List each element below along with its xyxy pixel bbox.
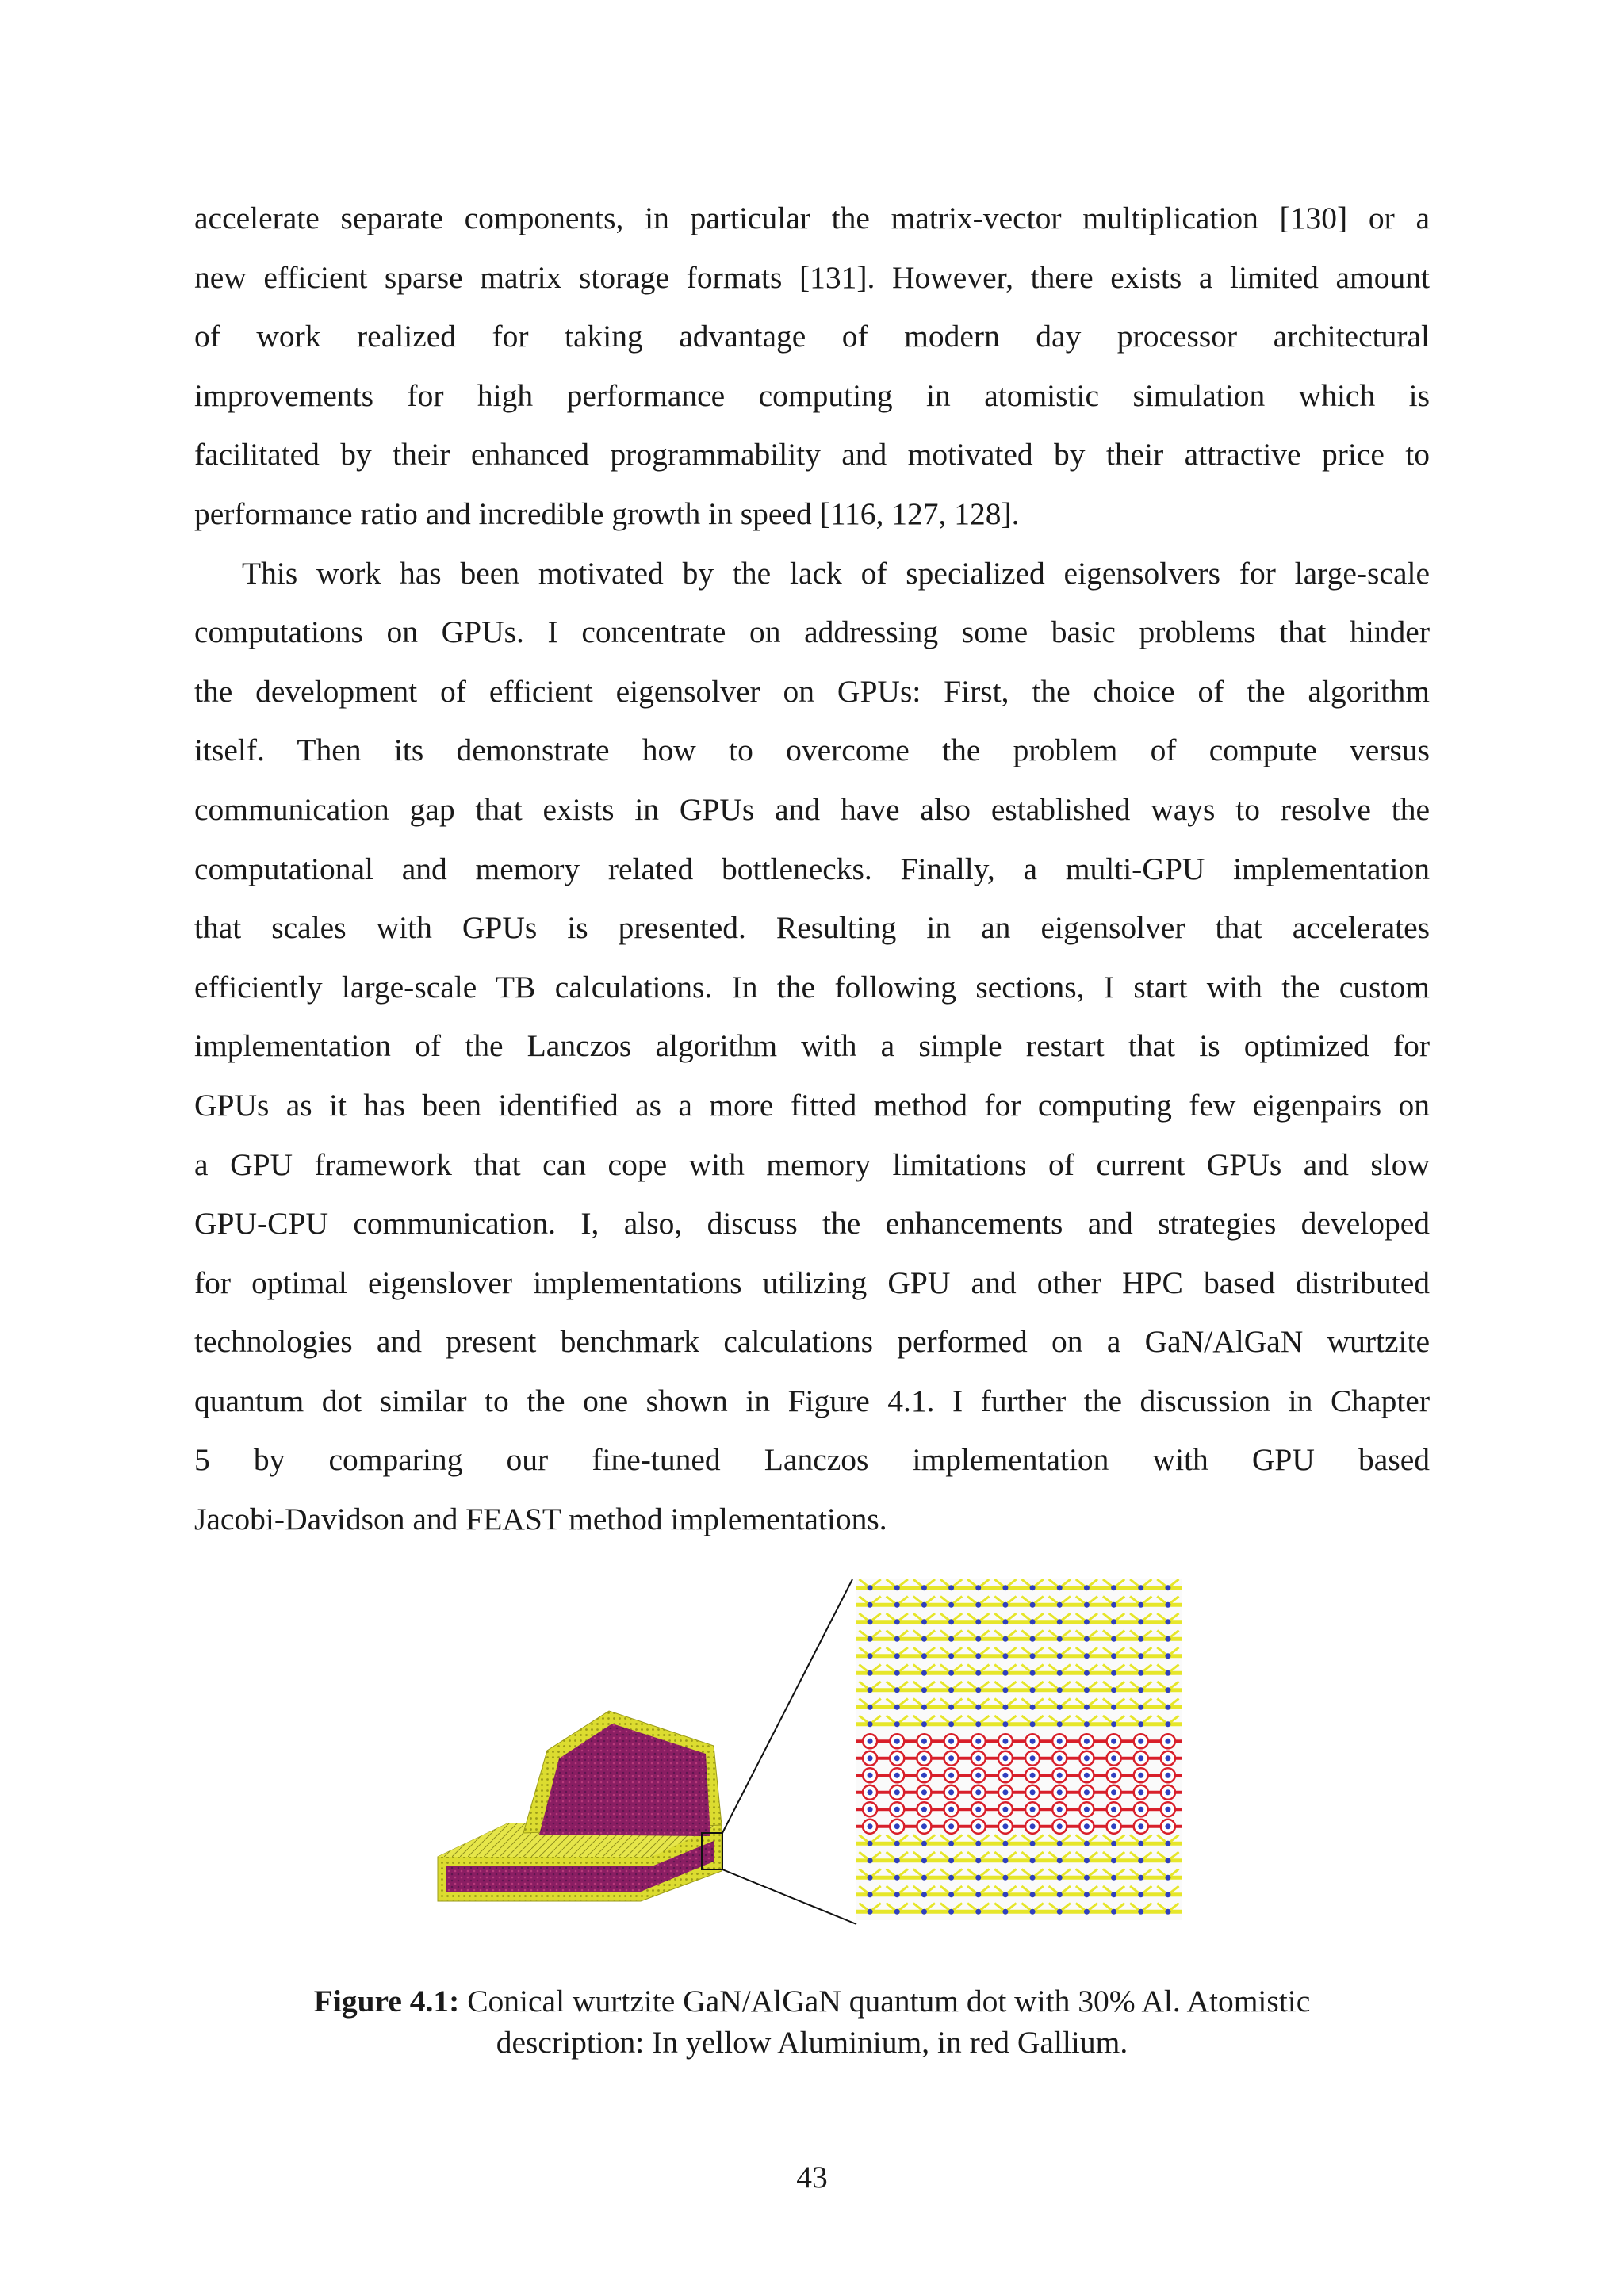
nitrogen-atom — [1057, 1653, 1063, 1659]
nitrogen-atom — [975, 1721, 981, 1727]
nitrogen-atom — [1138, 1653, 1143, 1659]
nitrogen-atom — [868, 1773, 873, 1778]
nitrogen-atom — [1111, 1892, 1116, 1897]
nitrogen-atom — [1084, 1705, 1090, 1710]
nitrogen-atom — [921, 1858, 927, 1863]
nitrogen-atom — [1057, 1841, 1063, 1846]
nitrogen-atom — [1002, 1670, 1008, 1676]
nitrogen-atom — [921, 1602, 927, 1608]
nitrogen-atom — [948, 1789, 954, 1795]
nitrogen-atom — [1057, 1636, 1063, 1642]
nitrogen-atom — [1002, 1585, 1008, 1590]
nitrogen-atom — [868, 1670, 873, 1676]
nitrogen-atom — [1057, 1858, 1063, 1863]
nitrogen-atom — [894, 1841, 900, 1846]
nitrogen-atom — [1057, 1721, 1063, 1727]
nitrogen-atom — [1030, 1789, 1036, 1795]
nitrogen-atom — [1111, 1636, 1116, 1642]
nitrogen-atom — [1057, 1789, 1063, 1795]
text-line: for optimal eigenslover implementations utilizing GPU and other HPC based distributed — [194, 1265, 1430, 1300]
nitrogen-atom — [1084, 1841, 1090, 1846]
nitrogen-atom — [1030, 1841, 1036, 1846]
nitrogen-atom — [1030, 1739, 1036, 1744]
nitrogen-atom — [1138, 1823, 1143, 1829]
nitrogen-atom — [921, 1755, 927, 1761]
nitrogen-atom — [1138, 1705, 1143, 1710]
nitrogen-atom — [1084, 1721, 1090, 1727]
nitrogen-atom — [1138, 1773, 1143, 1778]
text-line: This work has been motivated by the lack of specialized eigensolvers for large-scale — [242, 555, 1430, 591]
nitrogen-atom — [948, 1636, 954, 1642]
nitrogen-atom — [1084, 1875, 1090, 1881]
nitrogen-atom — [868, 1892, 873, 1897]
nitrogen-atom — [1111, 1875, 1116, 1881]
figure-caption — [190, 1980, 1434, 2063]
nitrogen-atom — [894, 1670, 900, 1676]
caption-text-line1: Conical wurtzite GaN/AlGaN quantum dot with 30% Al. Atomistic — [467, 1984, 1311, 2019]
nitrogen-atom — [921, 1892, 927, 1897]
nitrogen-atom — [1002, 1909, 1008, 1915]
nitrogen-atom — [1030, 1721, 1036, 1727]
nitrogen-atom — [1084, 1789, 1090, 1795]
nitrogen-atom — [1084, 1858, 1090, 1863]
nitrogen-atom — [1111, 1739, 1116, 1744]
nitrogen-atom — [1030, 1892, 1036, 1897]
text-line: computational and memory related bottlenecks. Finally, a multi-GPU implementation — [194, 851, 1430, 886]
nitrogen-atom — [948, 1602, 954, 1608]
atomistic-lattice-inset — [856, 1579, 1182, 1920]
nitrogen-atom — [868, 1636, 873, 1642]
nitrogen-atom — [948, 1670, 954, 1676]
nitrogen-atom — [948, 1687, 954, 1693]
nitrogen-atom — [1138, 1619, 1143, 1624]
nitrogen-atom — [921, 1841, 927, 1846]
nitrogen-atom — [894, 1602, 900, 1608]
text-line: GPU-CPU communication. I, also, discuss the enhancements and strategies developed — [194, 1206, 1430, 1242]
nitrogen-atom — [1057, 1602, 1063, 1608]
page-number: 43 — [796, 2160, 828, 2195]
nitrogen-atom — [1138, 1585, 1143, 1590]
nitrogen-atom — [1111, 1705, 1116, 1710]
nitrogen-atom — [894, 1789, 900, 1795]
nitrogen-atom — [1138, 1636, 1143, 1642]
text-line: the development of efficient eigensolver on GPUs: First, the choice of the algorithm — [194, 673, 1430, 709]
text-line: facilitated by their enhanced programmability and motivated by their attractive price to — [194, 437, 1430, 473]
nitrogen-atom — [868, 1739, 873, 1744]
nitrogen-atom — [1138, 1858, 1143, 1863]
nitrogen-atom — [894, 1823, 900, 1829]
nitrogen-atom — [868, 1841, 873, 1846]
nitrogen-atom — [1084, 1755, 1090, 1761]
figure-label: Figure 4.1: — [313, 1984, 460, 2019]
nitrogen-atom — [894, 1909, 900, 1915]
nitrogen-atom — [1002, 1636, 1008, 1642]
nitrogen-atom — [1030, 1755, 1036, 1761]
nitrogen-atom — [921, 1823, 927, 1829]
nitrogen-atom — [1165, 1585, 1170, 1590]
nitrogen-atom — [1111, 1585, 1116, 1590]
nitrogen-atom — [948, 1892, 954, 1897]
caption-text-line2: description: In yellow Aluminium, in red Gallium. — [496, 2025, 1128, 2060]
nitrogen-atom — [948, 1653, 954, 1659]
nitrogen-atom — [1138, 1892, 1143, 1897]
nitrogen-atom — [1138, 1755, 1143, 1761]
nitrogen-atom — [894, 1858, 900, 1863]
nitrogen-atom — [868, 1807, 873, 1812]
text-line: a GPU framework that can cope with memory limitations of current GPUs and slow — [194, 1146, 1430, 1182]
nitrogen-atom — [921, 1909, 927, 1915]
nitrogen-atom — [1030, 1670, 1036, 1676]
paragraph — [194, 189, 1430, 544]
nitrogen-atom — [868, 1705, 873, 1710]
nitrogen-atom — [975, 1705, 981, 1710]
nitrogen-atom — [1057, 1739, 1063, 1744]
nitrogen-atom — [1030, 1875, 1036, 1881]
nitrogen-atom — [1002, 1602, 1008, 1608]
nitrogen-atom — [975, 1789, 981, 1795]
nitrogen-atom — [1002, 1653, 1008, 1659]
nitrogen-atom — [894, 1653, 900, 1659]
nitrogen-atom — [1030, 1807, 1036, 1812]
nitrogen-atom — [868, 1755, 873, 1761]
nitrogen-atom — [894, 1687, 900, 1693]
nitrogen-atom — [1002, 1619, 1008, 1624]
text-line: of work realized for taking advantage of modern day processor architectural — [194, 319, 1430, 354]
nitrogen-atom — [1138, 1909, 1143, 1915]
nitrogen-atom — [894, 1721, 900, 1727]
text-line: new efficient sparse matrix storage formats [131]. However, there exists a limited amount — [194, 259, 1430, 295]
nitrogen-atom — [1111, 1670, 1116, 1676]
nitrogen-atom — [1111, 1909, 1116, 1915]
nitrogen-atom — [921, 1670, 927, 1676]
nitrogen-atom — [1165, 1773, 1170, 1778]
nitrogen-atom — [1165, 1670, 1170, 1676]
nitrogen-atom — [1057, 1705, 1063, 1710]
nitrogen-atom — [1030, 1653, 1036, 1659]
nitrogen-atom — [1057, 1909, 1063, 1915]
nitrogen-atom — [1138, 1602, 1143, 1608]
nitrogen-atom — [921, 1636, 927, 1642]
nitrogen-atom — [975, 1670, 981, 1676]
nitrogen-atom — [921, 1773, 927, 1778]
nitrogen-atom — [1084, 1739, 1090, 1744]
nitrogen-atom — [894, 1739, 900, 1744]
nitrogen-atom — [948, 1721, 954, 1727]
text-line: that scales with GPUs is presented. Resulting in an eigensolver that accelerates — [194, 910, 1430, 946]
nitrogen-atom — [1084, 1773, 1090, 1778]
nitrogen-atom — [1138, 1789, 1143, 1795]
nitrogen-atom — [1057, 1619, 1063, 1624]
nitrogen-atom — [868, 1585, 873, 1590]
nitrogen-atom — [894, 1585, 900, 1590]
nitrogen-atom — [975, 1841, 981, 1846]
nitrogen-atom — [1165, 1619, 1170, 1624]
text-line: Jacobi-Davidson and FEAST method implementations. — [194, 1502, 887, 1537]
nitrogen-atom — [1002, 1773, 1008, 1778]
nitrogen-atom — [1165, 1721, 1170, 1727]
nitrogen-atom — [1057, 1585, 1063, 1590]
nitrogen-atom — [921, 1687, 927, 1693]
nitrogen-atom — [1111, 1619, 1116, 1624]
nitrogen-atom — [975, 1909, 981, 1915]
text-line: efficiently large-scale TB calculations. In the following sections, I start with the custom — [194, 969, 1430, 1004]
nitrogen-atom — [1002, 1875, 1008, 1881]
nitrogen-atom — [948, 1823, 954, 1829]
nitrogen-atom — [1111, 1823, 1116, 1829]
nitrogen-atom — [1111, 1653, 1116, 1659]
text-line: 5 by comparing our fine-tuned Lanczos implementation with GPU based — [194, 1442, 1430, 1478]
nitrogen-atom — [1138, 1687, 1143, 1693]
nitrogen-atom — [1057, 1807, 1063, 1812]
nitrogen-atom — [1030, 1687, 1036, 1693]
nitrogen-atom — [868, 1823, 873, 1829]
nitrogen-atom — [1165, 1705, 1170, 1710]
nitrogen-atom — [894, 1755, 900, 1761]
nitrogen-atom — [1165, 1858, 1170, 1863]
nitrogen-atom — [868, 1909, 873, 1915]
nitrogen-atom — [921, 1705, 927, 1710]
nitrogen-atom — [1030, 1602, 1036, 1608]
nitrogen-atom — [1165, 1739, 1170, 1744]
nitrogen-atom — [1057, 1823, 1063, 1829]
nitrogen-atom — [948, 1585, 954, 1590]
nitrogen-atom — [1084, 1670, 1090, 1676]
nitrogen-atom — [1138, 1807, 1143, 1812]
nitrogen-atom — [948, 1755, 954, 1761]
nitrogen-atom — [1002, 1858, 1008, 1863]
nitrogen-atom — [868, 1858, 873, 1863]
nitrogen-atom — [1002, 1721, 1008, 1727]
nitrogen-atom — [948, 1773, 954, 1778]
nitrogen-atom — [1084, 1585, 1090, 1590]
nitrogen-atom — [894, 1807, 900, 1812]
nitrogen-atom — [1084, 1636, 1090, 1642]
nitrogen-atom — [975, 1773, 981, 1778]
nitrogen-atom — [975, 1687, 981, 1693]
nitrogen-atom — [1111, 1773, 1116, 1778]
nitrogen-atom — [1138, 1670, 1143, 1676]
nitrogen-atom — [1030, 1705, 1036, 1710]
nitrogen-atom — [894, 1892, 900, 1897]
nitrogen-atom — [1002, 1739, 1008, 1744]
nitrogen-atom — [1138, 1721, 1143, 1727]
nitrogen-atom — [1057, 1687, 1063, 1693]
nitrogen-atom — [921, 1875, 927, 1881]
nitrogen-atom — [1084, 1807, 1090, 1812]
nitrogen-atom — [975, 1653, 981, 1659]
nitrogen-atom — [868, 1602, 873, 1608]
nitrogen-atom — [1002, 1687, 1008, 1693]
nitrogen-atom — [1111, 1807, 1116, 1812]
nitrogen-atom — [975, 1739, 981, 1744]
nitrogen-atom — [975, 1807, 981, 1812]
nitrogen-atom — [975, 1585, 981, 1590]
nitrogen-atom — [1030, 1636, 1036, 1642]
nitrogen-atom — [894, 1636, 900, 1642]
nitrogen-atom — [1030, 1858, 1036, 1863]
figure-4-1 — [428, 1571, 1205, 1930]
nitrogen-atom — [894, 1875, 900, 1881]
text-line: quantum dot similar to the one shown in Figure 4.1. I further the discussion in Chapter — [194, 1383, 1430, 1418]
nitrogen-atom — [1111, 1721, 1116, 1727]
nitrogen-atom — [894, 1773, 900, 1778]
nitrogen-atom — [921, 1807, 927, 1812]
nitrogen-atom — [948, 1875, 954, 1881]
nitrogen-atom — [1084, 1602, 1090, 1608]
nitrogen-atom — [1002, 1705, 1008, 1710]
nitrogen-atom — [868, 1721, 873, 1727]
nitrogen-atom — [1165, 1892, 1170, 1897]
quantum-dot-overview — [438, 1579, 856, 1924]
nitrogen-atom — [1111, 1841, 1116, 1846]
nitrogen-atom — [1111, 1858, 1116, 1863]
nitrogen-atom — [1165, 1807, 1170, 1812]
nitrogen-atom — [948, 1619, 954, 1624]
nitrogen-atom — [921, 1619, 927, 1624]
nitrogen-atom — [1084, 1892, 1090, 1897]
text-line: itself. Then its demonstrate how to overcome the problem of compute versus — [194, 733, 1430, 768]
nitrogen-atom — [1030, 1823, 1036, 1829]
nitrogen-atom — [894, 1619, 900, 1624]
text-line: improvements for high performance computing in atomistic simulation which is — [194, 377, 1430, 413]
nitrogen-atom — [1165, 1909, 1170, 1915]
nitrogen-atom — [1111, 1789, 1116, 1795]
paragraph — [194, 544, 1430, 1549]
text-line: GPUs as it has been identified as a more fitted method for computing few eigenpairs on — [194, 1087, 1430, 1123]
nitrogen-atom — [921, 1789, 927, 1795]
nitrogen-atom — [1084, 1619, 1090, 1624]
nitrogen-atom — [948, 1705, 954, 1710]
nitrogen-atom — [975, 1602, 981, 1608]
text-line: technologies and present benchmark calculations performed on a GaN/AlGaN wurtzite — [194, 1324, 1430, 1360]
nitrogen-atom — [948, 1841, 954, 1846]
nitrogen-atom — [921, 1585, 927, 1590]
nitrogen-atom — [868, 1653, 873, 1659]
nitrogen-atom — [1165, 1636, 1170, 1642]
nitrogen-atom — [894, 1705, 900, 1710]
nitrogen-atom — [975, 1875, 981, 1881]
nitrogen-atom — [1111, 1755, 1116, 1761]
nitrogen-atom — [975, 1858, 981, 1863]
nitrogen-atom — [1165, 1823, 1170, 1829]
nitrogen-atom — [868, 1789, 873, 1795]
nitrogen-atom — [1165, 1841, 1170, 1846]
nitrogen-atom — [1111, 1687, 1116, 1693]
nitrogen-atom — [1030, 1619, 1036, 1624]
nitrogen-atom — [948, 1807, 954, 1812]
text-line: implementation of the Lanczos algorithm with a simple restart that is optimized for — [194, 1028, 1430, 1064]
body-text — [194, 189, 1430, 1549]
nitrogen-atom — [1138, 1841, 1143, 1846]
nitrogen-atom — [1084, 1909, 1090, 1915]
nitrogen-atom — [1165, 1602, 1170, 1608]
nitrogen-atom — [1057, 1875, 1063, 1881]
nitrogen-atom — [975, 1619, 981, 1624]
nitrogen-atom — [975, 1755, 981, 1761]
nitrogen-atom — [1165, 1875, 1170, 1881]
nitrogen-atom — [1165, 1789, 1170, 1795]
nitrogen-atom — [1111, 1602, 1116, 1608]
nitrogen-atom — [1002, 1755, 1008, 1761]
nitrogen-atom — [1002, 1892, 1008, 1897]
nitrogen-atom — [1084, 1823, 1090, 1829]
nitrogen-atom — [948, 1909, 954, 1915]
text-line: performance ratio and incredible growth in speed [116, 127, 128]. — [194, 496, 1020, 531]
nitrogen-atom — [868, 1619, 873, 1624]
nitrogen-atom — [921, 1721, 927, 1727]
nitrogen-atom — [1057, 1670, 1063, 1676]
nitrogen-atom — [921, 1653, 927, 1659]
nitrogen-atom — [1165, 1755, 1170, 1761]
text-line: accelerate separate components, in particular the matrix-vector multiplication [130] or a — [194, 201, 1430, 235]
nitrogen-atom — [1002, 1823, 1008, 1829]
nitrogen-atom — [948, 1858, 954, 1863]
lattice-background — [856, 1579, 1182, 1920]
nitrogen-atom — [975, 1892, 981, 1897]
nitrogen-atom — [1030, 1773, 1036, 1778]
nitrogen-atom — [1165, 1653, 1170, 1659]
nitrogen-atom — [1084, 1653, 1090, 1659]
nitrogen-atom — [868, 1875, 873, 1881]
nitrogen-atom — [1165, 1687, 1170, 1693]
nitrogen-atom — [1084, 1687, 1090, 1693]
nitrogen-atom — [1057, 1773, 1063, 1778]
nitrogen-atom — [1057, 1892, 1063, 1897]
nitrogen-atom — [1138, 1739, 1143, 1744]
text-line: communication gap that exists in GPUs and have also established ways to resolve the — [194, 791, 1430, 827]
nitrogen-atom — [1002, 1807, 1008, 1812]
text-line: computations on GPUs. I concentrate on addressing some basic problems that hinder — [194, 614, 1430, 650]
nitrogen-atom — [948, 1739, 954, 1744]
nitrogen-atom — [1002, 1841, 1008, 1846]
nitrogen-atom — [975, 1636, 981, 1642]
nitrogen-atom — [1030, 1585, 1036, 1590]
nitrogen-atom — [975, 1823, 981, 1829]
nitrogen-atom — [1002, 1789, 1008, 1795]
nitrogen-atom — [921, 1739, 927, 1744]
nitrogen-atom — [1030, 1909, 1036, 1915]
nitrogen-atom — [868, 1687, 873, 1693]
nitrogen-atom — [1138, 1875, 1143, 1881]
nitrogen-atom — [1057, 1755, 1063, 1761]
